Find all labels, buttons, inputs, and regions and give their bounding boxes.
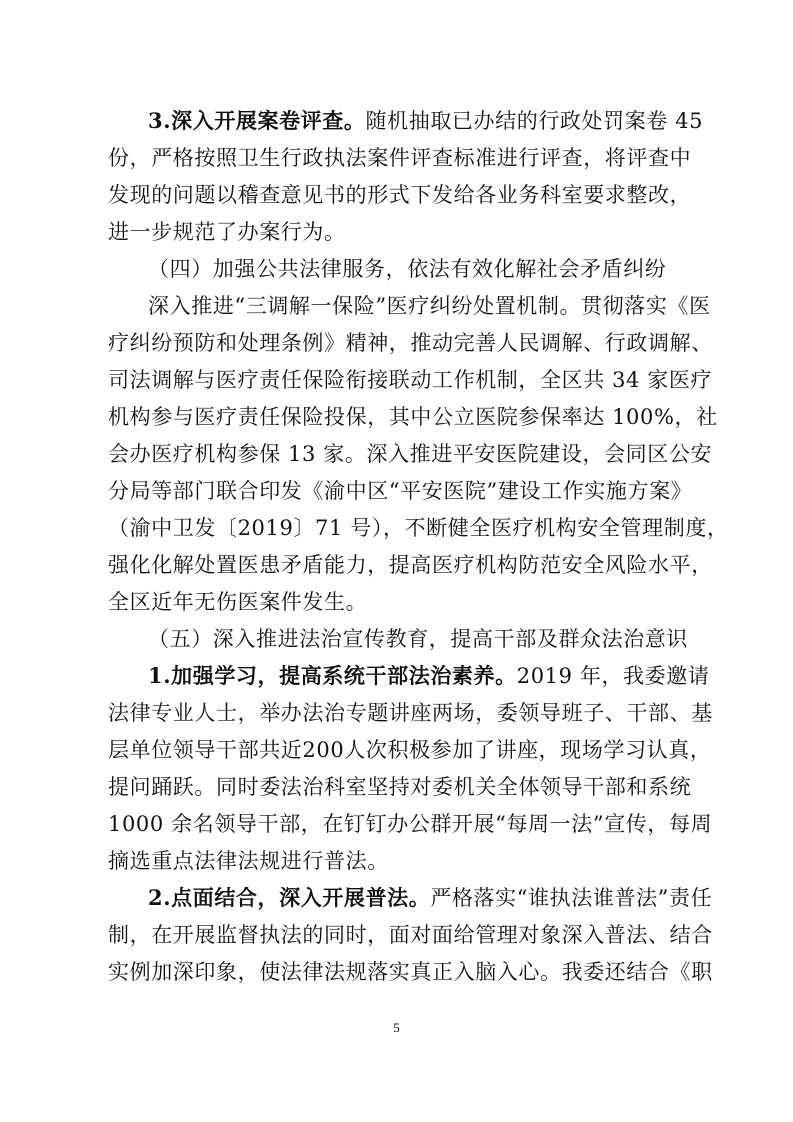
page-number: 5 <box>393 1020 400 1035</box>
text-line-4 <box>108 217 688 247</box>
line-text: 发现的问题以稽查意见书的形式下发给各业务科室要求整改， <box>108 183 692 207</box>
line-text: 严格落实“谁执法谁普法”责任 <box>430 886 713 910</box>
line-text: 进一步规范了办案行为。 <box>108 220 346 244</box>
text-line-10 <box>108 439 713 469</box>
line-text: 提问踊跃。同时委法治科室坚持对委机关全体领导干部和系统 <box>108 775 692 799</box>
text-line-1 <box>148 106 728 136</box>
line-text: 司法调解与医疗责任保险衔接联动工作机制，全区共 34 家医疗 <box>108 368 713 392</box>
text-line-3 <box>108 180 692 210</box>
text-line-20 <box>108 809 713 839</box>
line-text: 摘选重点法律法规进行普法。 <box>108 849 389 873</box>
text-line-19 <box>108 772 692 802</box>
line-text: 分局等部门联合印发《渝中区“平安医院”建设工作实施方案》 <box>108 479 693 503</box>
line-text: 会办医疗机构参保 13 家。深入推进平安医院建设，会同区公安 <box>108 442 713 466</box>
text-line-11 <box>108 476 693 506</box>
text-line-21 <box>108 846 688 876</box>
text-line-24 <box>108 957 713 987</box>
text-line-8 <box>108 365 713 395</box>
line-text: （四）加强公共法律服务，依法有效化解社会矛盾纠纷 <box>148 257 667 281</box>
line-text: 机构参与医疗责任保险投保，其中公立医院参保率达 100%，社 <box>108 405 718 429</box>
text-line-14 <box>108 587 688 617</box>
line-text: （五）深入推进法治宣传教育，提高干部及群众法治意识 <box>148 627 688 651</box>
text-line-23 <box>108 920 713 950</box>
line-text: 法律专业人士，举办法治专题讲座两场，委领导班子、干部、基 <box>108 701 713 725</box>
lead-heading: 2.点面结合，深入开展普法。 <box>148 885 431 910</box>
line-text: 层单位领导干部共近200人次积极参加了讲座，现场学习认真， <box>108 738 712 762</box>
line-text: 1000 余名领导干部，在钉钉办公群开展“每周一法”宣传，每周 <box>108 812 713 836</box>
text-line-6 <box>148 291 728 321</box>
line-text: 强化化解处置医患矛盾能力，提高医疗机构防范安全风险水平， <box>108 553 713 577</box>
line-text: 随机抽取已办结的行政处罚案卷 45 <box>365 109 704 133</box>
text-line-22 <box>148 883 728 913</box>
line-text: 全区近年无伤医案件发生。 <box>108 590 368 614</box>
line-text: （渝中卫发〔2019〕71 号），不断健全医疗机构安全管理制度， <box>108 516 729 540</box>
lead-heading: 1.加强学习，提高系统干部法治素养。 <box>148 663 517 688</box>
section-heading-5 <box>148 624 728 654</box>
section-heading-4 <box>148 254 728 284</box>
text-line-16 <box>148 661 728 691</box>
text-line-18 <box>108 735 712 765</box>
line-text: 2019 年，我委邀请 <box>516 664 710 688</box>
line-text: 份，严格按照卫生行政执法案件评查标准进行评查，将评查中 <box>108 146 692 170</box>
text-line-13 <box>108 550 713 580</box>
text-line-2 <box>108 143 692 173</box>
text-line-12 <box>108 513 729 543</box>
line-text: 实例加深印象，使法律法规落实真正入脑入心。我委还结合《职 <box>108 960 713 984</box>
text-line-9 <box>108 402 718 432</box>
text-line-7 <box>108 328 713 358</box>
text-line-17 <box>108 698 713 728</box>
line-text: 疗纠纷预防和处理条例》精神，推动完善人民调解、行政调解、 <box>108 331 713 355</box>
lead-heading: 3.深入开展案卷评查。 <box>148 108 366 133</box>
line-text: 制，在开展监督执法的同时，面对面给管理对象深入普法、结合 <box>108 923 713 947</box>
line-text: 深入推进“三调解一保险”医疗纠纷处置机制。贯彻落实《医 <box>148 294 711 318</box>
